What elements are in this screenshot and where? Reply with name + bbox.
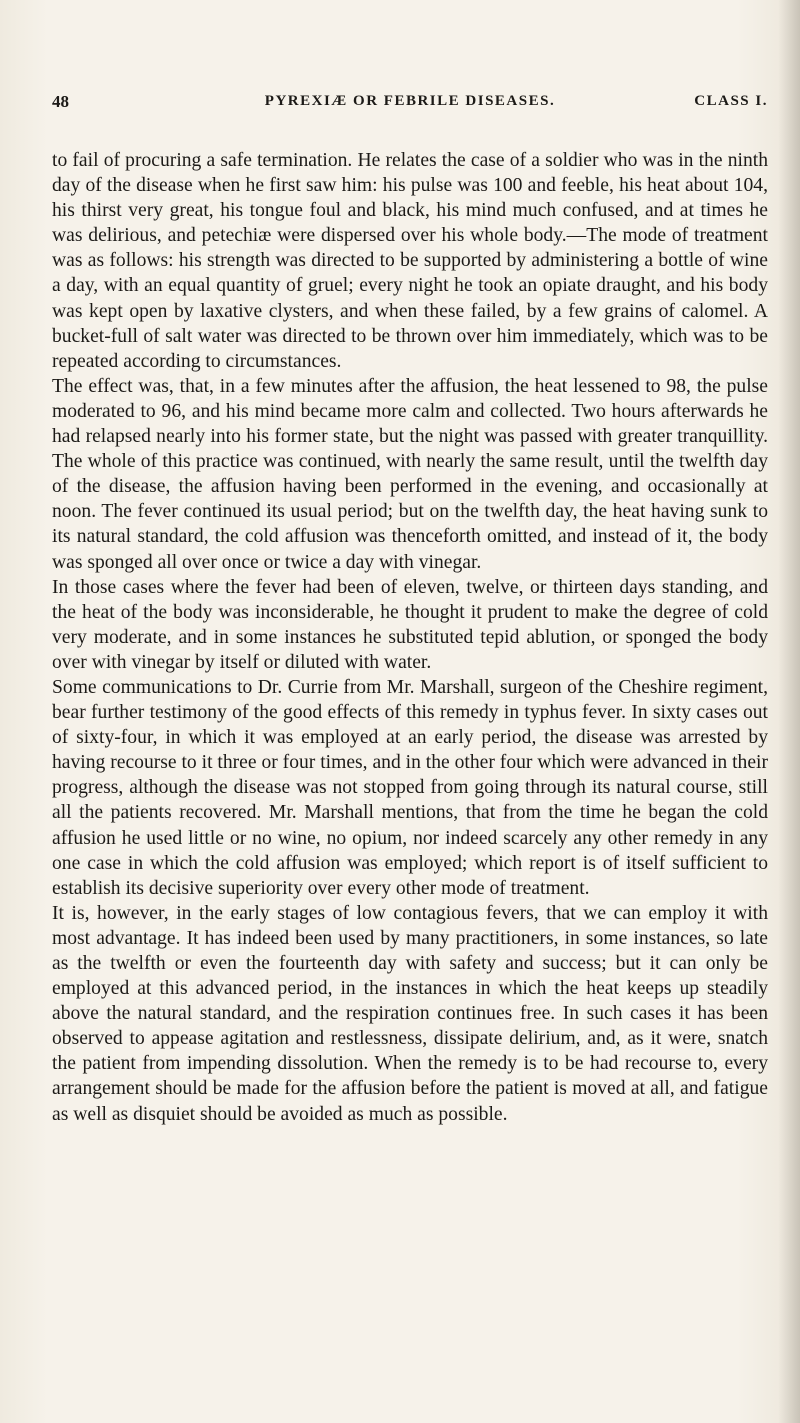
running-head [52,92,768,114]
paragraph: The effect was, that, in a few minutes after the affusion, the heat lessened to 98, the pulse moderated to 96, and his mind became more calm and collected. Two hours afterwards he had relapsed nearly into his former state, but the night was passed with greater tranquillity. The whole of this practice was continued, with nearly the same result, until the twelfth day of the disease, the affusion having been performed in the evening, and occasionally at noon. The fever continued its usual period; but on the twelfth day, the heat having sunk to its natural standard, the cold affusion was thenceforth omitted, and instead of it, the body was sponged all over once or twice a day with vinegar. [52,375,768,573]
paragraph: to fail of procuring a safe termination. He relates the case of a soldier who was in the ninth day of the disease when he first saw him: his pulse was 100 and feeble, his heat about 104, his thirst very great, his tongue foul and black, his mind much confused, and at times he was delirious, and petechiæ were dispersed over his whole body.—The mode of treatment was as follows: his strength was directed to be supported by administering a bottle of wine a day, with an equal quantity of gruel; every night he took an opiate draught, and his body was kept open by laxative clysters, and when these failed, by a few grains of calomel. A bucket-full of salt water was directed to be thrown over him immediately, which was to be repeated according to circumstances. [52,150,768,372]
class-label: CLASS I. [694,93,768,109]
body-text [52,148,768,1127]
page-gutter-shadow [778,0,800,1423]
page-number: 48 [52,92,69,111]
paragraph: Some communications to Dr. Currie from Mr. Marshall, surgeon of the Cheshire regiment, bear further testimony of the good effects of this remedy in typhus fever. In sixty cases out of sixty-four, in which it was employed at an early period, the disease was arrested by having recourse to it three or four times, and in the other four which were advanced in their progress, although the disease was not stopped from going through its natural course, still all the patients recovered. Mr. Marshall mentions, that from the time he began the cold affusion he used little or no wine, no opium, nor indeed scarcely any other remedy in any one case in which the cold affusion was employed; which report is of itself sufficient to establish its decisive superiority over every other mode of treatment. [52,676,769,899]
running-title: PYREXIÆ OR FEBRILE DISEASES. [264,93,556,109]
paragraph: It is, however, in the early stages of low contagious fevers, that we can employ it with most advantage. It has indeed been used by many practitioners, in some instances, so late as the twelfth or even the fourteenth day with safety and success; but it can only be employed at this advanced period, in the instances in which the heat keeps up steadily above the natural standard, and the respiration continues free. In such cases it has been observed to appease agitation and restlessness, dissipate delirium, and, as it were, snatch the patient from impending dissolution. When the remedy is to be had recourse to, every arrangement should be made for the affusion before the patient is moved at all, and fatigue as well as disquiet should be avoided as much as possible. [52,902,768,1125]
paragraph: In those cases where the fever had been of eleven, twelve, or thirteen days standing, and the heat of the body was inconsiderable, he thought it prudent to make the degree of cold very moderate, and in some instances he substituted tepid ablution, or sponged the body over with vinegar by itself or diluted with water. [52,576,768,673]
